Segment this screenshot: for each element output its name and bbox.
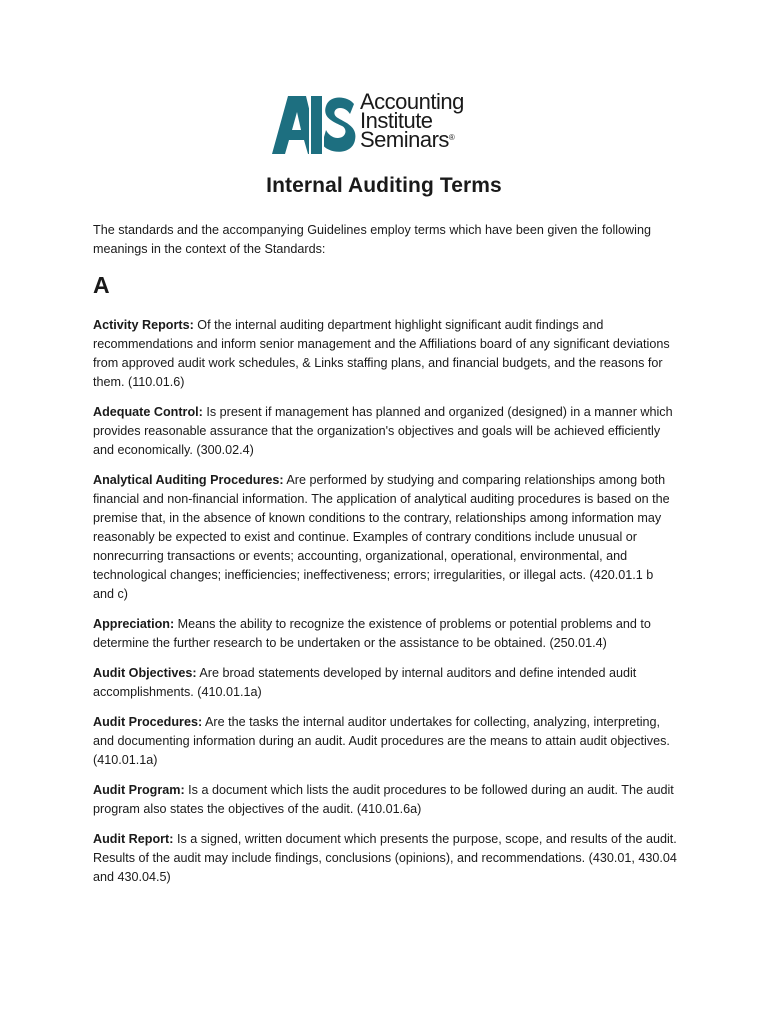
term-entry [93, 615, 677, 653]
term-name: Adequate Control: [93, 405, 203, 419]
term-entry [93, 781, 677, 819]
ais-logo [272, 89, 494, 156]
ais-logo-mark [272, 94, 356, 154]
term-definition: Are the tasks the internal auditor undertakes for collecting, analyzing, interpreting, and documenting information during an audit. Audit procedures are the means to attain audit objectives. (410.01.1a) [93, 715, 670, 767]
document-title: Internal Auditing Terms [266, 174, 502, 197]
logo-line-institute: Institute [360, 108, 433, 133]
term-entry [93, 403, 677, 460]
term-definition: Is a signed, written document which presents the purpose, scope, and results of the audit. Results of the audit may include findings, conclusions (opinions), and recommendations. (430.01, 430.04 and 430.04.5) [93, 832, 677, 884]
section-heading-a: A [93, 272, 110, 298]
registered-mark: ® [448, 133, 455, 142]
logo-line-accounting: Accounting [360, 89, 464, 114]
terms-list [93, 316, 677, 898]
term-name: Analytical Auditing Procedures: [93, 473, 284, 487]
logo-line-seminars-text: Seminars [360, 127, 449, 152]
term-entry [93, 664, 677, 702]
term-name: Audit Objectives: [93, 666, 197, 680]
term-name: Activity Reports: [93, 318, 194, 332]
term-definition: Is present if management has planned and organized (designed) in a manner which provides reasonable assurance that the organization's objectives and goals will be achieved efficiently and economically. (300.02.4) [93, 405, 673, 457]
term-name: Audit Program: [93, 783, 185, 797]
term-name: Audit Procedures: [93, 715, 203, 729]
term-entry [93, 830, 677, 887]
ais-logo-wordmark [360, 89, 494, 152]
term-name: Appreciation: [93, 617, 175, 631]
logo-line-seminars [360, 127, 494, 152]
term-name: Audit Report: [93, 832, 174, 846]
term-definition: Are broad statements developed by internal auditors and define intended audit accomplishments. (410.01.1a) [93, 666, 637, 699]
term-entry [93, 471, 677, 604]
term-entry [93, 713, 677, 770]
term-definition: Is a document which lists the audit procedures to be followed during an audit. The audit program also states the objectives of the audit. (410.01.6a) [93, 783, 674, 816]
term-definition: Means the ability to recognize the existence of problems or potential problems and to determine the further research to be undertaken or the assistance to be obtained. (250.01.4) [93, 617, 651, 650]
term-entry [93, 316, 677, 392]
intro-paragraph: The standards and the accompanying Guidelines employ terms which have been given the following meanings in the context of the Standards: [93, 223, 651, 256]
term-definition: Of the internal auditing department highlight significant audit findings and recommendations and inform senior management and the Affiliations board of any significant deviations from approved audit work schedules, & Links staffing plans, and financial budgets, and the reasons for them. (110.01.6) [93, 318, 670, 389]
term-definition: Are performed by studying and comparing relationships among both financial and non-financial information. The application of analytical auditing procedures is based on the premise that, in the absence of known conditions to the contrary, relationships among information may reasonably be expected to exist and continue. Examples of contrary conditions include unusual or nonrecurring transactions or events; accounting, organizational, operational, environmental, and technological changes; inefficiencies; ineffectiveness; errors; irregularities, or illegal acts. (420.01.1 b and c) [93, 473, 670, 601]
